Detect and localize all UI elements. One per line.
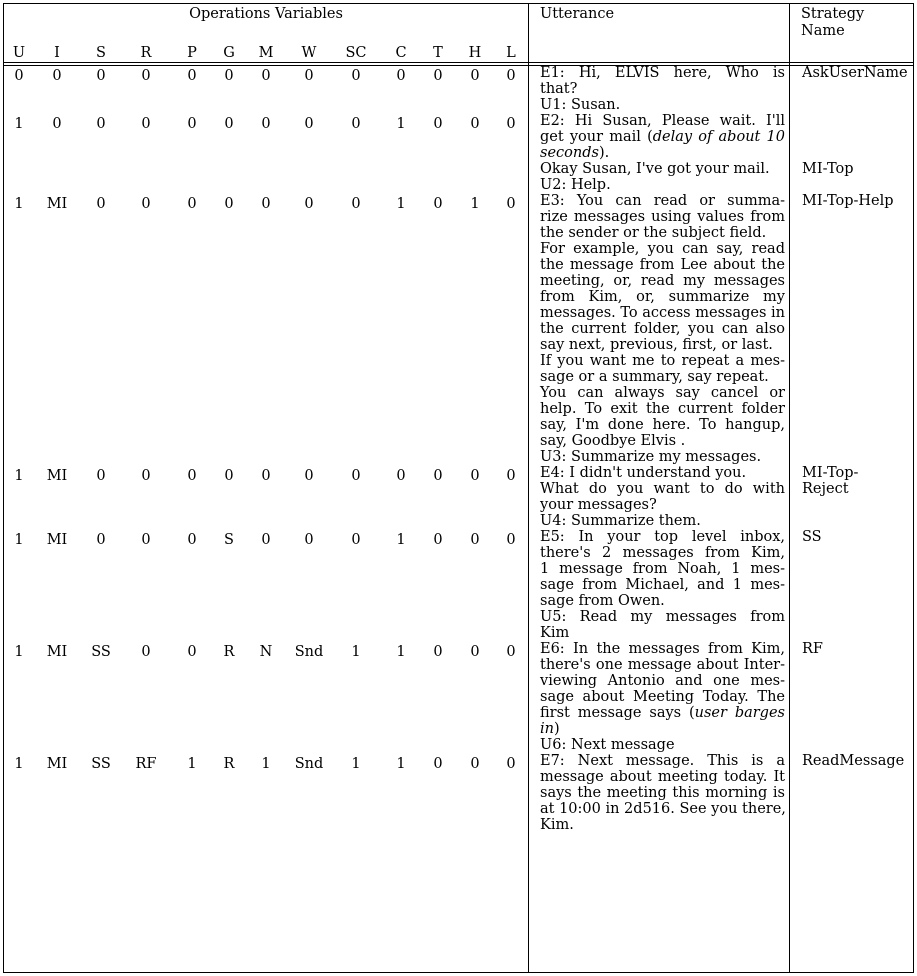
- row-5-var-s: SS: [91, 644, 111, 660]
- row-6-var-u: 1: [14, 756, 24, 772]
- header-var-s: S: [96, 45, 106, 61]
- row-6-var-i: MI: [46, 756, 68, 772]
- utterance-line: U4: Summarize them.: [540, 513, 701, 529]
- row-3-var-c: 0: [396, 468, 406, 484]
- row-5-var-l: 0: [506, 644, 516, 660]
- row-4-utterance: [540, 529, 785, 641]
- utterance-line: in): [540, 721, 560, 737]
- row-6-var-h: 0: [470, 756, 480, 772]
- utterance-line: say, Goodbye Elvis .: [540, 433, 686, 449]
- row-4-var-sc: 0: [351, 532, 361, 548]
- row-0-var-t: 0: [433, 68, 443, 84]
- utterance-line: from Kim, or, summarize my: [540, 289, 785, 305]
- row-4-var-h: 0: [470, 532, 480, 548]
- row-2-var-u: 1: [14, 196, 24, 212]
- utterance-line: E1: Hi, ELVIS here, Who is: [540, 65, 785, 81]
- row-2-var-h: 1: [470, 196, 480, 212]
- row-3-var-s: 0: [96, 468, 106, 484]
- utterance-line: If you want me to repeat a mes-: [540, 353, 785, 369]
- utterance-line: sage about Meeting Today. The: [540, 689, 785, 705]
- row-3-strategy: Reject: [802, 481, 849, 497]
- row-5-utterance: [540, 641, 785, 753]
- utterance-line: sage from Owen.: [540, 593, 665, 609]
- utterance-line: help. To exit the current folder: [540, 401, 785, 417]
- row-0-var-p: 0: [187, 68, 197, 84]
- operations-table: [3, 3, 914, 973]
- row-0-utterance: [540, 65, 785, 113]
- row-2-strategy: MI-Top-Help: [802, 193, 894, 209]
- row-6-var-s: SS: [91, 756, 111, 772]
- row-1-var-r: 0: [141, 116, 151, 132]
- utterance-line: Kim: [540, 625, 570, 641]
- utterance-line: say next, previous, first, or last.: [540, 337, 773, 353]
- utterance-line: there's 2 messages from Kim,: [540, 545, 785, 561]
- divider-utterance-strategy: [789, 4, 790, 972]
- row-6-var-m: 1: [261, 756, 271, 772]
- row-1-var-s: 0: [96, 116, 106, 132]
- header-var-g: G: [223, 45, 235, 61]
- row-6-var-c: 1: [396, 756, 406, 772]
- row-6-var-l: 0: [506, 756, 516, 772]
- row-2-var-c: 1: [396, 196, 406, 212]
- utterance-line: E2: Hi Susan, Please wait. I'll: [540, 113, 785, 129]
- row-0-var-h: 0: [470, 68, 480, 84]
- header-strategy-line2: Name: [801, 23, 845, 39]
- row-2-var-r: 0: [141, 196, 151, 212]
- utterance-line: your messages?: [540, 497, 657, 513]
- utterance-line: E5: In your top level inbox,: [540, 529, 785, 545]
- row-1-strategy: MI-Top: [802, 161, 854, 177]
- utterance-line: there's one message about Inter-: [540, 657, 785, 673]
- row-3-var-g: 0: [224, 468, 234, 484]
- row-5-var-w: Snd: [294, 644, 324, 660]
- row-3-strategy: MI-Top-: [802, 465, 859, 481]
- row-4-var-w: 0: [304, 532, 314, 548]
- row-6-var-g: R: [223, 756, 235, 772]
- row-5-var-sc: 1: [351, 644, 361, 660]
- row-1-var-w: 0: [304, 116, 314, 132]
- row-4-var-g: S: [224, 532, 234, 548]
- utterance-line: E6: In the messages from Kim,: [540, 641, 785, 657]
- utterance-line: message about meeting today. It: [540, 769, 785, 785]
- row-5-var-m: N: [259, 644, 273, 660]
- row-4-var-s: 0: [96, 532, 106, 548]
- row-6-var-p: 1: [187, 756, 197, 772]
- utterance-line: say, I'm done here. To hangup,: [540, 417, 785, 433]
- utterance-line: Kim.: [540, 817, 574, 833]
- header-var-h: H: [468, 45, 482, 61]
- row-3-var-p: 0: [187, 468, 197, 484]
- row-3-var-h: 0: [470, 468, 480, 484]
- row-0-var-l: 0: [506, 68, 516, 84]
- row-3-var-r: 0: [141, 468, 151, 484]
- row-1-var-i: 0: [52, 116, 62, 132]
- row-0-strategy: AskUserName: [802, 65, 908, 81]
- row-5-var-r: 0: [141, 644, 151, 660]
- utterance-line: Okay Susan, I've got your mail.: [540, 161, 770, 177]
- row-2-var-i: MI: [46, 196, 68, 212]
- row-4-var-p: 0: [187, 532, 197, 548]
- utterance-line: E4: I didn't understand you.: [540, 465, 747, 481]
- utterance-line: U2: Help.: [540, 177, 611, 193]
- header-var-sc: SC: [345, 45, 367, 61]
- row-4-var-i: MI: [46, 532, 68, 548]
- row-1-var-l: 0: [506, 116, 516, 132]
- row-1-var-u: 1: [14, 116, 24, 132]
- row-0-var-w: 0: [304, 68, 314, 84]
- header-var-u: U: [12, 45, 26, 61]
- utterance-line: the current folder, you can also: [540, 321, 785, 337]
- row-1-utterance: [540, 113, 785, 193]
- row-3-var-l: 0: [506, 468, 516, 484]
- row-2-var-p: 0: [187, 196, 197, 212]
- row-4-var-r: 0: [141, 532, 151, 548]
- row-0-var-i: 0: [52, 68, 62, 84]
- utterance-line: the sender or the subject field.: [540, 225, 767, 241]
- row-5-var-c: 1: [396, 644, 406, 660]
- utterance-line: at 10:00 in 2d516. See you there,: [540, 801, 786, 817]
- utterance-line: For example, you can say, read: [540, 241, 785, 257]
- utterance-line: E7: Next message. This is a: [540, 753, 785, 769]
- utterance-line: that?: [540, 81, 578, 97]
- row-4-var-c: 1: [396, 532, 406, 548]
- row-1-var-g: 0: [224, 116, 234, 132]
- row-6-var-sc: 1: [351, 756, 361, 772]
- row-5-var-g: R: [223, 644, 235, 660]
- row-6-strategy: ReadMessage: [802, 753, 905, 769]
- utterance-line: U1: Susan.: [540, 97, 621, 113]
- utterance-line: seconds).: [540, 145, 610, 161]
- row-0-var-c: 0: [396, 68, 406, 84]
- row-2-var-g: 0: [224, 196, 234, 212]
- divider-vars-utterance: [528, 4, 529, 972]
- row-2-var-l: 0: [506, 196, 516, 212]
- utterance-line: the message from Lee about the: [540, 257, 785, 273]
- row-2-var-s: 0: [96, 196, 106, 212]
- row-0-var-u: 0: [14, 68, 24, 84]
- row-4-var-t: 0: [433, 532, 443, 548]
- row-4-var-u: 1: [14, 532, 24, 548]
- row-5-var-u: 1: [14, 644, 24, 660]
- row-3-var-sc: 0: [351, 468, 361, 484]
- row-6-var-w: Snd: [294, 756, 324, 772]
- utterance-line: You can always say cancel or: [540, 385, 785, 401]
- header-strategy-line1: Strategy: [801, 6, 865, 22]
- row-6-var-t: 0: [433, 756, 443, 772]
- row-3-var-m: 0: [261, 468, 271, 484]
- utterance-line: viewing Antonio and one mes-: [540, 673, 785, 689]
- row-5-var-h: 0: [470, 644, 480, 660]
- row-0-var-m: 0: [261, 68, 271, 84]
- header-group-label: Operations Variables: [189, 6, 343, 22]
- utterance-line: messages. To access messages in: [540, 305, 785, 321]
- row-2-var-w: 0: [304, 196, 314, 212]
- row-3-var-t: 0: [433, 468, 443, 484]
- row-1-var-h: 0: [470, 116, 480, 132]
- row-2-var-t: 0: [433, 196, 443, 212]
- utterance-line: first message says (user barges: [540, 705, 785, 721]
- header-var-r: R: [140, 45, 152, 61]
- row-3-var-i: MI: [46, 468, 68, 484]
- utterance-line: sage from Michael, and 1 mes-: [540, 577, 785, 593]
- utterance-line: sage or a summary, say repeat.: [540, 369, 769, 385]
- header-utterance: Utterance: [540, 6, 615, 22]
- header-var-t: T: [433, 45, 443, 61]
- row-0-var-g: 0: [224, 68, 234, 84]
- row-2-utterance: [540, 193, 785, 465]
- row-0-var-r: 0: [141, 68, 151, 84]
- utterance-line: rize messages using values from: [540, 209, 785, 225]
- row-5-strategy: RF: [802, 641, 823, 657]
- row-5-var-i: MI: [46, 644, 68, 660]
- row-1-var-m: 0: [261, 116, 271, 132]
- header-var-w: W: [301, 45, 317, 61]
- row-2-var-m: 0: [261, 196, 271, 212]
- utterance-line: U6: Next message: [540, 737, 675, 753]
- row-3-utterance: [540, 465, 785, 529]
- row-5-var-t: 0: [433, 644, 443, 660]
- row-4-var-l: 0: [506, 532, 516, 548]
- header-var-i: I: [54, 45, 60, 61]
- header-var-m: M: [258, 45, 274, 61]
- utterance-line: 1 message from Noah, 1 mes-: [540, 561, 785, 577]
- row-3-var-w: 0: [304, 468, 314, 484]
- row-0-var-s: 0: [96, 68, 106, 84]
- row-0-var-sc: 0: [351, 68, 361, 84]
- row-2-var-sc: 0: [351, 196, 361, 212]
- utterance-line: What do you want to do with: [540, 481, 785, 497]
- header-var-p: P: [187, 45, 197, 61]
- row-1-var-sc: 0: [351, 116, 361, 132]
- row-1-var-t: 0: [433, 116, 443, 132]
- row-4-strategy: SS: [802, 529, 822, 545]
- utterance-line: says the meeting this morning is: [540, 785, 785, 801]
- row-6-var-r: RF: [135, 756, 157, 772]
- row-4-var-m: 0: [261, 532, 271, 548]
- utterance-line: U3: Summarize my messages.: [540, 449, 762, 465]
- header-var-c: C: [395, 45, 407, 61]
- utterance-line: meeting, or, read my messages: [540, 273, 785, 289]
- row-3-var-u: 1: [14, 468, 24, 484]
- utterance-line: U5: Read my messages from: [540, 609, 785, 625]
- row-5-var-p: 0: [187, 644, 197, 660]
- header-var-l: L: [506, 45, 516, 61]
- utterance-line: get your mail (delay of about 10: [540, 129, 785, 145]
- row-1-var-c: 1: [396, 116, 406, 132]
- row-1-var-p: 0: [187, 116, 197, 132]
- header-rule-1: [4, 62, 913, 63]
- row-6-utterance: [540, 753, 785, 833]
- utterance-line: E3: You can read or summa-: [540, 193, 785, 209]
